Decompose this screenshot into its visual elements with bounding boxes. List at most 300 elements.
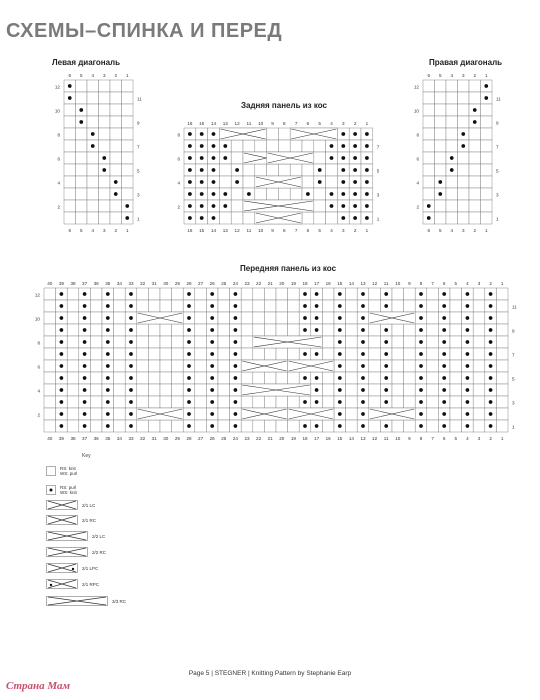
purl-dot [466, 412, 470, 416]
chart-cell [450, 336, 462, 348]
chart-cell [243, 164, 255, 176]
chart-cell [369, 372, 381, 384]
chart-cell [369, 396, 381, 408]
chart-cell [160, 384, 172, 396]
purl-dot [384, 400, 388, 404]
chart-cell [76, 212, 88, 224]
purl-dot [188, 204, 192, 208]
chart-cell [302, 176, 314, 188]
purl-dot [442, 328, 446, 332]
purl-dot [330, 192, 334, 196]
purl-dot [489, 400, 493, 404]
column-number: 37 [82, 281, 88, 286]
column-number: 6 [306, 121, 310, 126]
column-number: 24 [232, 281, 238, 286]
chart-cell [469, 200, 481, 212]
purl-dot [223, 144, 227, 148]
purl-dot [442, 376, 446, 380]
chart-cell [278, 128, 290, 140]
purl-dot [106, 328, 110, 332]
chart-cell [473, 420, 485, 432]
purl-dot [489, 316, 493, 320]
chart-cell [496, 312, 508, 324]
chart-cell [76, 140, 88, 152]
chart-cell [87, 200, 99, 212]
purl-dot [210, 328, 214, 332]
chart-cell [218, 324, 230, 336]
key-symbol-purl [46, 485, 56, 495]
key-symbol-2-1-lc [46, 500, 78, 510]
chart-cell [458, 152, 470, 164]
purl-dot [106, 376, 110, 380]
chart-cell [253, 348, 265, 360]
column-number: 30 [163, 281, 169, 286]
row-number: 3 [512, 400, 515, 406]
purl-dot [200, 156, 204, 160]
purl-dot [83, 352, 87, 356]
chart-cell [326, 164, 338, 176]
chart-cell [172, 324, 184, 336]
chart-cell [114, 396, 126, 408]
chart-cell [446, 188, 458, 200]
purl-dot [188, 156, 192, 160]
purl-dot [303, 316, 307, 320]
chart-cell [99, 80, 111, 92]
purl-dot [353, 156, 357, 160]
purl-dot [187, 412, 191, 416]
purl-dot [303, 424, 307, 428]
chart-cell [255, 188, 267, 200]
chart-cell [110, 92, 122, 104]
purl-dot [489, 328, 493, 332]
chart-cell [148, 384, 160, 396]
chart-cell [137, 420, 149, 432]
row-number: 4 [37, 388, 40, 394]
purl-dot [338, 316, 342, 320]
purl-dot [473, 120, 477, 124]
purl-dot [187, 388, 191, 392]
key-label-knit: RS: knit WS: purl [60, 466, 78, 476]
chart-cell [302, 164, 314, 176]
purl-dot [60, 328, 64, 332]
column-number: 38 [70, 281, 76, 286]
chart-cell [67, 300, 79, 312]
chart-cell [446, 92, 458, 104]
chart-cell [114, 312, 126, 324]
row-number: 3 [496, 192, 499, 198]
column-number: 5 [438, 73, 442, 78]
column-number: 2 [473, 73, 477, 78]
purl-dot [384, 292, 388, 296]
chart-cell [122, 80, 134, 92]
chart-cell [87, 80, 99, 92]
column-number: 22 [256, 436, 262, 441]
purl-dot [303, 400, 307, 404]
purl-dot [212, 216, 216, 220]
purl-dot [60, 412, 64, 416]
chart-cell [450, 360, 462, 372]
column-number: 1 [484, 73, 488, 78]
chart-cell [496, 384, 508, 396]
purl-dot [235, 180, 239, 184]
purl-dot [210, 400, 214, 404]
chart-cell [392, 336, 404, 348]
key-symbol-2-2-rc [46, 547, 88, 557]
purl-dot [489, 388, 493, 392]
purl-dot [341, 204, 345, 208]
row-number: 4 [57, 180, 60, 186]
purl-dot [200, 192, 204, 196]
row-number: 6 [177, 156, 180, 162]
chart-cell [64, 212, 76, 224]
purl-dot [83, 304, 87, 308]
row-number: 7 [512, 352, 515, 358]
chart-cell [346, 300, 358, 312]
chart-cell [110, 80, 122, 92]
purl-dot [442, 340, 446, 344]
chart-cell [44, 300, 56, 312]
chart-cell [469, 128, 481, 140]
purl-dot [200, 204, 204, 208]
purl-dot [442, 388, 446, 392]
purl-dot [247, 192, 251, 196]
chart-cell [369, 384, 381, 396]
chart-cell [267, 128, 279, 140]
chart-cell [67, 348, 79, 360]
row-number: 12 [54, 84, 60, 90]
chart-cell [427, 312, 439, 324]
purl-dot [129, 388, 133, 392]
chart-cell [76, 128, 88, 140]
chart-cell [450, 408, 462, 420]
chart-cell [218, 372, 230, 384]
purl-dot [106, 364, 110, 368]
chart-cell [496, 324, 508, 336]
chart-cell [67, 384, 79, 396]
chart-cell [195, 348, 207, 360]
chart-cell [137, 396, 149, 408]
chart-cell [243, 176, 255, 188]
chart-cell [195, 336, 207, 348]
column-number: 18 [302, 436, 308, 441]
purl-dot [212, 144, 216, 148]
chart-cell [392, 372, 404, 384]
chart-cell [404, 288, 416, 300]
column-number: 6 [442, 436, 446, 441]
column-number: 3 [461, 228, 465, 233]
chart-cell [458, 116, 470, 128]
row-number: 8 [177, 132, 180, 138]
chart-cell [76, 164, 88, 176]
purl-dot [129, 328, 133, 332]
column-number: 8 [419, 281, 423, 286]
purl-dot [442, 316, 446, 320]
chart-cell [473, 300, 485, 312]
purl-dot [60, 292, 64, 296]
purl-dot [419, 304, 423, 308]
chart-cell [369, 324, 381, 336]
key-symbol-knit [46, 466, 56, 476]
chart-cell [114, 384, 126, 396]
chart-cell [276, 372, 288, 384]
chart-cell [427, 420, 439, 432]
purl-dot [91, 132, 95, 136]
column-number: 26 [209, 436, 215, 441]
purl-dot [315, 376, 319, 380]
purl-dot [212, 156, 216, 160]
purl-dot [341, 216, 345, 220]
purl-dot [315, 328, 319, 332]
chart-cell [64, 140, 76, 152]
purl-dot [489, 376, 493, 380]
chart-cell [114, 408, 126, 420]
chart-cell [427, 288, 439, 300]
column-number: 34 [116, 436, 122, 441]
row-number: 1 [512, 424, 515, 430]
purl-dot [210, 412, 214, 416]
purl-dot [442, 352, 446, 356]
chart-cell [172, 348, 184, 360]
chart-cell [276, 420, 288, 432]
column-number: 17 [314, 281, 320, 286]
purl-dot [315, 316, 319, 320]
chart-cell [137, 360, 149, 372]
purl-dot [234, 376, 238, 380]
chart-cell [148, 324, 160, 336]
chart-cell [218, 300, 230, 312]
chart-cell [114, 336, 126, 348]
purl-dot [60, 352, 64, 356]
chart-cell [160, 348, 172, 360]
chart-cell [288, 324, 300, 336]
row-number: 7 [496, 144, 499, 150]
purl-dot [361, 376, 365, 380]
purl-dot [442, 304, 446, 308]
chart-cell [87, 176, 99, 188]
chart-cell [172, 396, 184, 408]
chart-cell [172, 360, 184, 372]
purl-dot [338, 328, 342, 332]
column-number: 4 [450, 228, 454, 233]
chart-cell [110, 128, 122, 140]
chart-cell [64, 116, 76, 128]
purl-dot [188, 180, 192, 184]
chart-cell [44, 288, 56, 300]
chart-cell [496, 360, 508, 372]
chart-cell [64, 164, 76, 176]
row-number: 3 [376, 192, 380, 198]
column-number: 10 [258, 121, 264, 126]
chart-cell [278, 140, 290, 152]
purl-dot [484, 96, 488, 100]
purl-dot [353, 180, 357, 184]
chart-cell [458, 164, 470, 176]
purl-dot [338, 364, 342, 368]
chart-cell [290, 164, 302, 176]
column-number: 13 [360, 281, 366, 286]
row-number: 4 [416, 180, 419, 186]
chart-cell [427, 324, 439, 336]
purl-dot [318, 180, 322, 184]
chart-cell [195, 288, 207, 300]
chart-cell [427, 300, 439, 312]
purl-dot [223, 192, 227, 196]
chart-cell [458, 176, 470, 188]
row-number: 11 [512, 304, 517, 310]
chart-cell [148, 288, 160, 300]
column-number: 5 [438, 228, 442, 233]
chart-cell [172, 420, 184, 432]
chart-cell [148, 420, 160, 432]
column-number: 6 [306, 228, 310, 233]
chart-cell [172, 336, 184, 348]
chart-cell [423, 176, 435, 188]
column-number: 40 [47, 281, 53, 286]
purl-dot [212, 204, 216, 208]
chart-cell [276, 288, 288, 300]
key-label-2-1-lc: 2/1 LC [82, 503, 96, 508]
chart-cell [481, 128, 493, 140]
key-symbol-3-3-rc [46, 596, 108, 606]
chart-cell [90, 408, 102, 420]
purl-dot [341, 132, 345, 136]
chart-cell [322, 396, 334, 408]
chart-cell [76, 176, 88, 188]
purl-dot [338, 352, 342, 356]
column-number: 8 [283, 228, 286, 233]
chart-cell [137, 384, 149, 396]
key-symbol-2-1-rpc [46, 579, 78, 589]
column-number: 4 [91, 73, 95, 78]
purl-dot [384, 340, 388, 344]
purl-dot [353, 132, 357, 136]
column-number: 4 [450, 73, 454, 78]
chart-cell [218, 288, 230, 300]
chart-cell [219, 164, 231, 176]
chart-cell [64, 128, 76, 140]
chart-cell [160, 336, 172, 348]
purl-dot [361, 352, 365, 356]
purl-dot [450, 156, 454, 160]
purl-dot [200, 168, 204, 172]
chart-cell [473, 396, 485, 408]
column-number: 2 [353, 121, 357, 126]
purl-dot [106, 352, 110, 356]
purl-dot [187, 292, 191, 296]
column-number: 31 [151, 281, 157, 286]
chart-cell [346, 288, 358, 300]
column-number: 15 [337, 436, 343, 441]
chart-cell [446, 116, 458, 128]
purl-dot [341, 168, 345, 172]
purl-dot [361, 412, 365, 416]
key-label-2-2-lc: 2/2 LC [92, 534, 106, 539]
chart-cell [423, 188, 435, 200]
purl-dot [83, 364, 87, 368]
column-number: 10 [395, 436, 401, 441]
chart-cell [450, 348, 462, 360]
chart-cell [369, 420, 381, 432]
purl-dot [303, 304, 307, 308]
chart-cell [114, 288, 126, 300]
row-number: 9 [512, 328, 515, 334]
column-number: 10 [395, 281, 401, 286]
chart-cell [122, 152, 134, 164]
chart-cell [392, 288, 404, 300]
column-number: 3 [342, 121, 345, 126]
row-number: 10 [413, 108, 419, 114]
column-number: 9 [408, 436, 411, 441]
purl-dot [83, 376, 87, 380]
purl-dot [210, 388, 214, 392]
purl-dot [210, 292, 214, 296]
column-number: 2 [489, 281, 492, 286]
chart-cell [469, 140, 481, 152]
chart-cell [302, 140, 314, 152]
column-number: 6 [427, 228, 431, 233]
purl-dot [419, 400, 423, 404]
chart-cell [404, 360, 416, 372]
chart-cell [346, 324, 358, 336]
purl-dot [83, 412, 87, 416]
purl-dot [83, 424, 87, 428]
purl-dot [419, 316, 423, 320]
chart-cell [87, 152, 99, 164]
purl-dot [338, 412, 342, 416]
chart-cell [114, 372, 126, 384]
purl-dot [234, 304, 238, 308]
chart-cell [496, 372, 508, 384]
chart-cell [458, 212, 470, 224]
column-number: 18 [302, 281, 308, 286]
chart-cell [346, 384, 358, 396]
chart-cell [195, 396, 207, 408]
purl-dot [106, 292, 110, 296]
column-number: 7 [294, 228, 298, 233]
row-number: 10 [54, 108, 60, 114]
chart-cell [469, 80, 481, 92]
chart-cell [264, 324, 276, 336]
chart-cell [346, 372, 358, 384]
chart-cell [302, 212, 314, 224]
purl-dot [338, 376, 342, 380]
key-title: Key [82, 453, 91, 459]
column-number: 13 [360, 436, 366, 441]
chart-cell [44, 336, 56, 348]
purl-dot [361, 304, 365, 308]
row-number: 9 [496, 120, 499, 126]
purl-dot [200, 144, 204, 148]
column-number: 12 [372, 281, 378, 286]
chart-cell [473, 312, 485, 324]
key-symbol-2-1-rc [46, 515, 78, 525]
chart-cell [64, 104, 76, 116]
chart-cell [469, 152, 481, 164]
watermark: Страна Мам [6, 680, 71, 692]
purl-dot [365, 204, 369, 208]
purl-dot [129, 364, 133, 368]
chart-cell [450, 384, 462, 396]
chart-cell [435, 200, 447, 212]
purl-dot [200, 180, 204, 184]
purl-dot [438, 192, 442, 196]
chart-cell [76, 80, 88, 92]
row-number: 2 [57, 204, 60, 210]
purl-dot [102, 168, 106, 172]
chart-cell [99, 128, 111, 140]
chart-cell [423, 140, 435, 152]
chart-cell [346, 312, 358, 324]
